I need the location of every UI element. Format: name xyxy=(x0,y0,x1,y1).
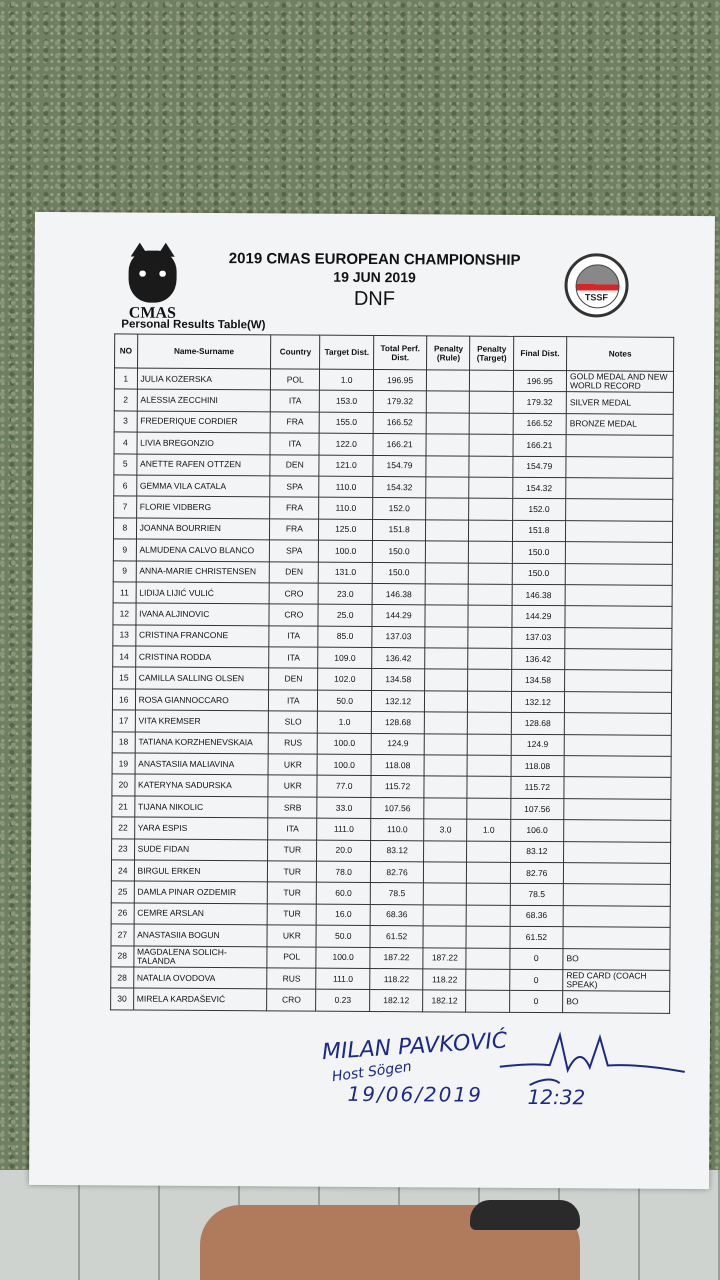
table-cell xyxy=(469,498,512,520)
table-cell: 82.76 xyxy=(370,861,424,883)
table-cell: 144.29 xyxy=(512,606,566,628)
table-cell xyxy=(470,370,513,392)
table-cell: 118.22 xyxy=(423,969,466,991)
table-cell xyxy=(566,478,673,500)
table-cell xyxy=(426,413,469,435)
table-cell: TUR xyxy=(268,839,317,861)
table-cell: DAMLA PINAR OZDEMIR xyxy=(134,881,268,903)
table-cell: 150.0 xyxy=(372,562,426,584)
table-cell: 118.22 xyxy=(370,968,424,990)
table-cell: DEN xyxy=(269,668,318,690)
table-cell: 82.76 xyxy=(510,862,564,884)
table-cell: TUR xyxy=(267,882,316,904)
results-table xyxy=(110,333,674,1013)
table-cell: 83.12 xyxy=(370,840,424,862)
table-cell: 12 xyxy=(113,603,136,625)
table-cell: FREDERIQUE CORDIER xyxy=(137,411,271,433)
table-cell: 154.79 xyxy=(513,456,567,478)
table-cell: 9 xyxy=(113,560,136,582)
table-cell: UKR xyxy=(267,925,316,947)
championship-title: 2019 CMAS EUROPEAN CHAMPIONSHIP xyxy=(228,250,521,269)
table-cell: ALMUDENA CALVO BLANCO xyxy=(136,539,270,561)
table-cell xyxy=(424,883,467,905)
table-cell: 110.0 xyxy=(319,498,373,520)
table-cell: GOLD MEDAL AND NEW WORLD RECORD xyxy=(566,371,673,393)
table-cell: RUS xyxy=(267,968,316,990)
column-header: Final Dist. xyxy=(513,336,567,370)
table-cell: 154.79 xyxy=(373,455,427,477)
table-cell xyxy=(565,670,672,692)
table-cell xyxy=(467,798,510,820)
table-cell: 0 xyxy=(509,969,563,991)
table-cell: 100.0 xyxy=(316,947,370,969)
table-cell: 131.0 xyxy=(319,562,373,584)
table-cell: UKR xyxy=(268,754,317,776)
table-cell: 8 xyxy=(113,518,136,540)
table-cell: TUR xyxy=(267,904,316,926)
table-cell xyxy=(564,692,671,714)
table-cell xyxy=(563,905,670,927)
table-cell xyxy=(468,605,511,627)
table-cell: TUR xyxy=(268,861,317,883)
table-cell: TIJANA NIKOLIC xyxy=(134,796,268,818)
table-cell xyxy=(468,712,511,734)
table-cell xyxy=(424,840,467,862)
table-cell: 106.0 xyxy=(510,820,564,842)
table-cell: 50.0 xyxy=(318,690,372,712)
table-cell: 20.0 xyxy=(317,840,371,862)
shoe xyxy=(470,1200,580,1230)
table-cell: 146.38 xyxy=(512,584,566,606)
table-cell: 109.0 xyxy=(318,647,372,669)
table-cell: 179.32 xyxy=(373,391,427,413)
table-cell: BO xyxy=(563,948,670,970)
table-cell: 3.0 xyxy=(424,819,467,841)
table-cell: 23.0 xyxy=(319,583,373,605)
table-header-row xyxy=(115,334,674,371)
table-cell xyxy=(469,456,512,478)
table-cell: ITA xyxy=(268,818,317,840)
table-cell: 122.0 xyxy=(319,433,373,455)
table-cell: CRO xyxy=(267,989,316,1011)
table-cell: UKR xyxy=(268,775,317,797)
table-cell: 146.38 xyxy=(372,583,426,605)
table-cell xyxy=(423,905,466,927)
column-header: Penalty (Rule) xyxy=(427,336,470,370)
table-cell: CRISTINA RODDA xyxy=(135,646,269,668)
table-cell: 179.32 xyxy=(513,392,567,414)
column-header: Target Dist. xyxy=(320,335,374,369)
table-cell: 19 xyxy=(112,753,135,775)
table-cell xyxy=(468,755,511,777)
table-cell: 25.0 xyxy=(318,604,372,626)
table-cell xyxy=(426,562,469,584)
table-cell xyxy=(564,777,671,799)
table-cell xyxy=(468,734,511,756)
table-cell: CRISTINA FRANCONE xyxy=(135,625,269,647)
table-cell xyxy=(426,477,469,499)
table-cell xyxy=(426,434,469,456)
table-cell: 134.58 xyxy=(511,670,565,692)
tssf-logo-text: TSSF xyxy=(584,292,608,303)
table-cell: 100.0 xyxy=(318,733,372,755)
table-cell xyxy=(466,969,509,991)
table-cell: 196.95 xyxy=(373,370,427,392)
table-cell: CRO xyxy=(269,604,318,626)
table-cell: 61.52 xyxy=(510,927,564,949)
table-cell xyxy=(427,391,470,413)
table-cell: YARA ESPIS xyxy=(134,817,268,839)
signature-time: 12:32 xyxy=(527,1084,586,1110)
table-subtitle: Personal Results Table(W) xyxy=(121,318,266,332)
table-cell xyxy=(469,584,512,606)
table-cell: 18 xyxy=(112,732,135,754)
table-cell: 20 xyxy=(112,774,135,796)
table-cell: LIDIJA LIJIĆ VULIĆ xyxy=(136,582,270,604)
table-row xyxy=(111,988,670,1013)
table-cell xyxy=(425,691,468,713)
table-cell: 60.0 xyxy=(317,883,371,905)
table-cell: SILVER MEDAL xyxy=(566,392,673,414)
table-cell: 27 xyxy=(111,924,134,946)
table-cell: 17 xyxy=(112,710,135,732)
table-cell xyxy=(466,990,509,1012)
table-cell: ITA xyxy=(269,626,318,648)
table-cell xyxy=(469,541,512,563)
table-cell xyxy=(426,520,469,542)
table-cell xyxy=(425,669,468,691)
table-cell: 77.0 xyxy=(317,776,371,798)
table-cell xyxy=(424,798,467,820)
table-cell xyxy=(469,563,512,585)
table-cell: 118.08 xyxy=(371,755,425,777)
table-cell: 0.23 xyxy=(316,989,370,1011)
table-cell: SLO xyxy=(268,711,317,733)
cmas-logo-text: CMAS xyxy=(128,304,176,322)
table-cell xyxy=(427,370,470,392)
table-cell xyxy=(563,884,670,906)
table-cell: 68.36 xyxy=(510,905,564,927)
table-cell: 100.0 xyxy=(319,540,373,562)
table-cell: 107.56 xyxy=(371,797,425,819)
table-cell xyxy=(564,820,671,842)
table-cell: 110.0 xyxy=(319,476,373,498)
table-cell xyxy=(423,926,466,948)
table-cell: FRA xyxy=(270,497,319,519)
table-cell: ANNA-MARIE CHRISTENSEN xyxy=(136,561,270,583)
table-cell xyxy=(424,733,467,755)
table-cell xyxy=(563,863,670,885)
signature-role: Host Sögen xyxy=(331,1058,413,1086)
table-cell: ITA xyxy=(270,433,319,455)
table-cell: 78.0 xyxy=(317,861,371,883)
column-header: Notes xyxy=(567,337,674,372)
table-cell xyxy=(426,498,469,520)
table-cell xyxy=(467,883,510,905)
table-cell xyxy=(565,542,672,564)
table-cell: 83.12 xyxy=(510,841,564,863)
table-cell xyxy=(467,841,510,863)
table-cell: 6 xyxy=(114,475,137,497)
column-header: Penalty (Target) xyxy=(470,336,513,370)
table-cell: ANASTASIIA MALIAVINA xyxy=(135,753,269,775)
table-cell: 134.58 xyxy=(371,669,425,691)
table-cell xyxy=(564,798,671,820)
table-cell xyxy=(566,520,673,542)
table-cell: 166.21 xyxy=(373,434,427,456)
table-cell: ITA xyxy=(269,690,318,712)
table-cell: 128.68 xyxy=(371,712,425,734)
table-cell: 1.0 xyxy=(467,819,510,841)
table-cell: 25 xyxy=(111,881,134,903)
table-cell: 118.08 xyxy=(511,755,565,777)
table-cell xyxy=(467,862,510,884)
table-cell: 0 xyxy=(509,991,563,1013)
table-cell: 21 xyxy=(112,796,135,818)
table-cell: 4 xyxy=(114,432,137,454)
table-cell: JOANNA BOURRIEN xyxy=(136,518,270,540)
table-cell xyxy=(565,649,672,671)
table-cell: 68.36 xyxy=(370,904,424,926)
table-cell: 11 xyxy=(113,582,136,604)
table-cell: SUDE FIDAN xyxy=(134,839,268,861)
table-cell: ALESSIA ZECCHINI xyxy=(137,389,271,411)
table-cell: 85.0 xyxy=(318,626,372,648)
table-cell: 14 xyxy=(113,646,136,668)
table-cell: 1.0 xyxy=(320,369,374,391)
table-cell: 121.0 xyxy=(319,455,373,477)
signature-date: 19/06/2019 xyxy=(347,1081,483,1107)
column-header: Name-Surname xyxy=(137,334,271,369)
table-cell: DEN xyxy=(270,454,319,476)
table-cell: 128.68 xyxy=(511,713,565,735)
table-cell xyxy=(425,605,468,627)
table-cell: MAGDALENA SOLICH-TALANDA xyxy=(133,946,267,968)
table-cell: 61.52 xyxy=(370,926,424,948)
table-cell xyxy=(566,499,673,521)
results-sheet xyxy=(29,212,715,1189)
column-header: Total Perf. Dist. xyxy=(373,336,427,370)
table-cell xyxy=(468,691,511,713)
table-cell xyxy=(564,841,671,863)
table-cell: BO xyxy=(563,991,670,1013)
table-cell: 137.03 xyxy=(511,627,565,649)
table-cell xyxy=(466,948,509,970)
table-cell xyxy=(425,712,468,734)
table-cell: 153.0 xyxy=(320,391,374,413)
table-cell: 28 xyxy=(111,967,134,989)
table-cell xyxy=(468,670,511,692)
table-cell: 166.52 xyxy=(373,412,427,434)
table-cell xyxy=(566,456,673,478)
column-header: NO xyxy=(115,334,138,368)
table-cell xyxy=(467,777,510,799)
table-cell: 150.0 xyxy=(512,541,566,563)
table-cell xyxy=(467,905,510,927)
table-cell xyxy=(424,776,467,798)
table-cell: 115.72 xyxy=(371,776,425,798)
cat-head-icon xyxy=(128,251,176,303)
table-cell: 15 xyxy=(113,667,136,689)
table-cell xyxy=(565,606,672,628)
table-cell xyxy=(566,435,673,457)
table-cell: 1 xyxy=(114,368,137,390)
table-cell: 78.5 xyxy=(370,883,424,905)
table-cell: 151.8 xyxy=(512,520,566,542)
table-cell xyxy=(470,391,513,413)
table-cell: RUS xyxy=(268,733,317,755)
table-cell: FRA xyxy=(270,519,319,541)
table-cell: 107.56 xyxy=(510,798,564,820)
table-cell xyxy=(425,648,468,670)
table-cell xyxy=(469,520,512,542)
table-cell: 144.29 xyxy=(372,605,426,627)
table-cell: 3 xyxy=(114,411,137,433)
table-cell: 0 xyxy=(510,948,564,970)
table-cell: SRB xyxy=(268,797,317,819)
table-cell: NATALIA OVODOVA xyxy=(133,967,267,989)
table-cell: CEMRE ARSLAN xyxy=(134,903,268,925)
event-discipline: DNF xyxy=(353,287,396,311)
table-cell xyxy=(424,862,467,884)
table-cell xyxy=(469,434,512,456)
table-cell: 24 xyxy=(111,860,134,882)
table-cell xyxy=(564,756,671,778)
table-cell: 16.0 xyxy=(317,904,371,926)
table-cell: 152.0 xyxy=(373,498,427,520)
table-cell: 102.0 xyxy=(318,669,372,691)
table-cell: 30 xyxy=(111,988,134,1010)
table-cell: 7 xyxy=(114,496,137,518)
table-cell: LIVIA BREGONZIO xyxy=(137,432,271,454)
table-cell: 166.21 xyxy=(513,435,567,457)
table-cell: 9 xyxy=(113,539,136,561)
table-cell: 124.9 xyxy=(371,733,425,755)
table-cell: TATIANA KORZHENEVSKAIA xyxy=(135,732,269,754)
table-cell: KATERYNA SADURSKA xyxy=(135,774,269,796)
cmas-logo xyxy=(126,250,178,324)
table-cell: 111.0 xyxy=(317,818,371,840)
table-cell: 182.12 xyxy=(370,990,424,1012)
table-cell: DEN xyxy=(269,561,318,583)
table-cell: 132.12 xyxy=(511,691,565,713)
table-cell: 111.0 xyxy=(316,968,370,990)
event-date: 19 JUN 2019 xyxy=(333,268,416,286)
table-cell: 23 xyxy=(112,839,135,861)
table-cell: 150.0 xyxy=(512,563,566,585)
column-header: Country xyxy=(271,335,321,369)
table-cell: JULIA KOZERSKA xyxy=(137,368,271,390)
table-cell: 166.52 xyxy=(513,413,567,435)
table-cell: SPA xyxy=(270,540,319,562)
table-cell: 150.0 xyxy=(372,541,426,563)
table-cell: GEMMA VILA CATALA xyxy=(136,475,270,497)
signature-scribble xyxy=(490,1025,690,1096)
table-cell: 110.0 xyxy=(371,819,425,841)
table-cell: RED CARD (COACH SPEAK) xyxy=(563,970,670,992)
table-cell: 26 xyxy=(111,903,134,925)
table-cell xyxy=(564,713,671,735)
tssf-logo xyxy=(564,253,628,317)
table-cell: 137.03 xyxy=(372,626,426,648)
table-cell: 1.0 xyxy=(318,711,372,733)
table-cell: 124.9 xyxy=(511,734,565,756)
table-cell: 5 xyxy=(114,453,137,475)
table-cell: 78.5 xyxy=(510,884,564,906)
table-cell: ITA xyxy=(270,390,319,412)
table-cell: 136.42 xyxy=(511,648,565,670)
table-cell: 154.32 xyxy=(373,476,427,498)
table-cell: 196.95 xyxy=(513,370,567,392)
table-cell: VITA KREMSER xyxy=(135,710,269,732)
table-cell: 100.0 xyxy=(318,754,372,776)
table-cell: 151.8 xyxy=(372,519,426,541)
table-cell: 33.0 xyxy=(317,797,371,819)
table-cell: 22 xyxy=(112,817,135,839)
table-cell xyxy=(564,734,671,756)
table-cell: CRO xyxy=(269,583,318,605)
header xyxy=(184,250,564,312)
table-cell: FRA xyxy=(270,412,319,434)
table-cell: 136.42 xyxy=(372,648,426,670)
signature-name: MILAN PAVKOVIĆ xyxy=(321,1028,508,1066)
table-cell xyxy=(424,755,467,777)
table-cell: 187.22 xyxy=(423,947,466,969)
table-cell: 28 xyxy=(111,945,134,967)
table-cell: 2 xyxy=(114,389,137,411)
table-cell xyxy=(426,541,469,563)
table-cell: 115.72 xyxy=(511,777,565,799)
table-cell: 125.0 xyxy=(319,519,373,541)
table-cell: ROSA GIANNOCCARO xyxy=(135,689,269,711)
table-cell xyxy=(466,926,509,948)
table-cell xyxy=(425,584,468,606)
table-cell: 155.0 xyxy=(320,412,374,434)
table-cell: BRONZE MEDAL xyxy=(566,413,673,435)
table-cell xyxy=(563,927,670,949)
table-cell xyxy=(470,413,513,435)
table-cell xyxy=(468,627,511,649)
table-cell xyxy=(565,563,672,585)
table-cell: SPA xyxy=(270,476,319,498)
table-cell: MIRELA KARDAŠEVIĆ xyxy=(133,988,267,1010)
table-cell xyxy=(565,627,672,649)
table-cell: ANETTE RAFEN OTTZEN xyxy=(136,454,270,476)
table-cell: 132.12 xyxy=(371,690,425,712)
table-cell: ANASTASIIA BOGUN xyxy=(134,924,268,946)
table-cell xyxy=(468,648,511,670)
table-cell: 13 xyxy=(113,625,136,647)
table-cell: CAMILLA SALLING OLSEN xyxy=(135,668,269,690)
table-cell xyxy=(425,627,468,649)
table-cell xyxy=(565,585,672,607)
table-cell: 16 xyxy=(112,689,135,711)
table-cell: 50.0 xyxy=(316,925,370,947)
table-cell: ITA xyxy=(269,647,318,669)
table-cell xyxy=(426,455,469,477)
table-cell xyxy=(469,477,512,499)
table-cell: POL xyxy=(267,946,316,968)
table-cell: POL xyxy=(271,369,320,391)
table-cell: IVANA ALJINOVIC xyxy=(136,603,270,625)
table-cell: 154.32 xyxy=(512,477,566,499)
table-cell: BIRGUL ERKEN xyxy=(134,860,268,882)
table-cell: 187.22 xyxy=(370,947,424,969)
table-cell: FLORIE VIDBERG xyxy=(136,496,270,518)
table-cell: 152.0 xyxy=(512,499,566,521)
table-cell: 182.12 xyxy=(423,990,466,1012)
